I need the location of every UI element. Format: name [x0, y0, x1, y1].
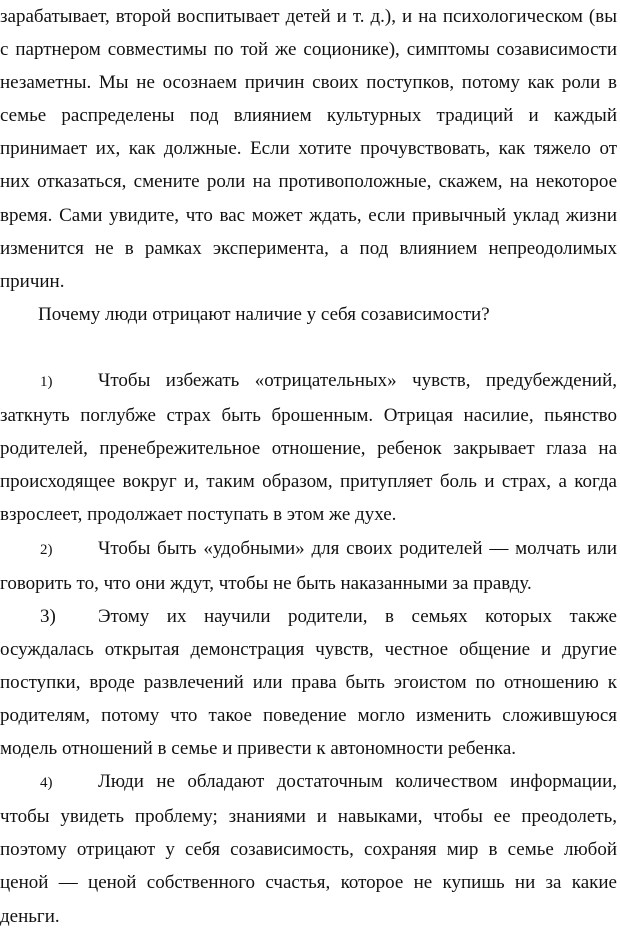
list-item [0, 532, 617, 600]
list-item-number: 2) [40, 541, 53, 558]
list-item [0, 364, 617, 531]
list-item-text: Люди не обладают достаточным количеством информации, чтобы увидеть проблему; знаниями и навыками, чтобы ее преодолеть, поэтому отрицают у себя созависимость, сохраняя мир в семье любой ценой — ценой собственного счастья, которое не купишь ни за какие деньги. [0, 771, 617, 927]
list-item-number: 4) [40, 775, 53, 792]
list-item-text: Чтобы избежать «отрицательных» чувств, предубеждений, заткнуть поглубже страх быть брошенным. Отрицая насилие, пьянство родителей, пренебрежительное отношение, ребенок закрывает глаза на происходящее вокруг и, таким образом, притупляет боль и страх, а когда взрослеет, продолжает поступать в этом же духе. [0, 370, 617, 526]
list-item-text: Этому их научили родители, в семьях которых также осуждалась открытая демонстрация чувств, честное общение и другие поступки, вроде развлечений или права быть эгоистом по отношению к родителям, потому что такое поведение могло изменить сложившуюся модель отношений в семье и привести к автономности ребенка. [0, 605, 617, 760]
blank-line [0, 331, 617, 364]
list-item [0, 765, 617, 932]
list-item-number: 3) [40, 605, 56, 627]
list-item-text: Чтобы быть «удобными» для своих родителей — молчать или говорить то, что они ждут, чтобы не быть наказанными за правду. [0, 537, 617, 594]
list-item-number: 1) [40, 374, 53, 391]
intro-paragraph: зарабатывает, второй воспитывает детей и т. д.), и на психологическом (вы с партнером совместимы по той же соционике), симптомы созависимости незаметны. Мы не осознаем причин своих поступков, потому как роли в семье распределены под влиянием культурных традиций и каждый принимает их, как должные. Если хотите прочувствовать, как тяжело от них отказаться, смените роли на противоположные, скажем, на некоторое время. Сами увидите, что вас может ждать, если привычный уклад жизни изменится не в рамках эксперимента, а под влиянием непреодолимых причин. [0, 6, 617, 292]
question-heading: Почему люди отрицают наличие у себя созависимости? [38, 303, 490, 325]
list-item [0, 600, 617, 765]
